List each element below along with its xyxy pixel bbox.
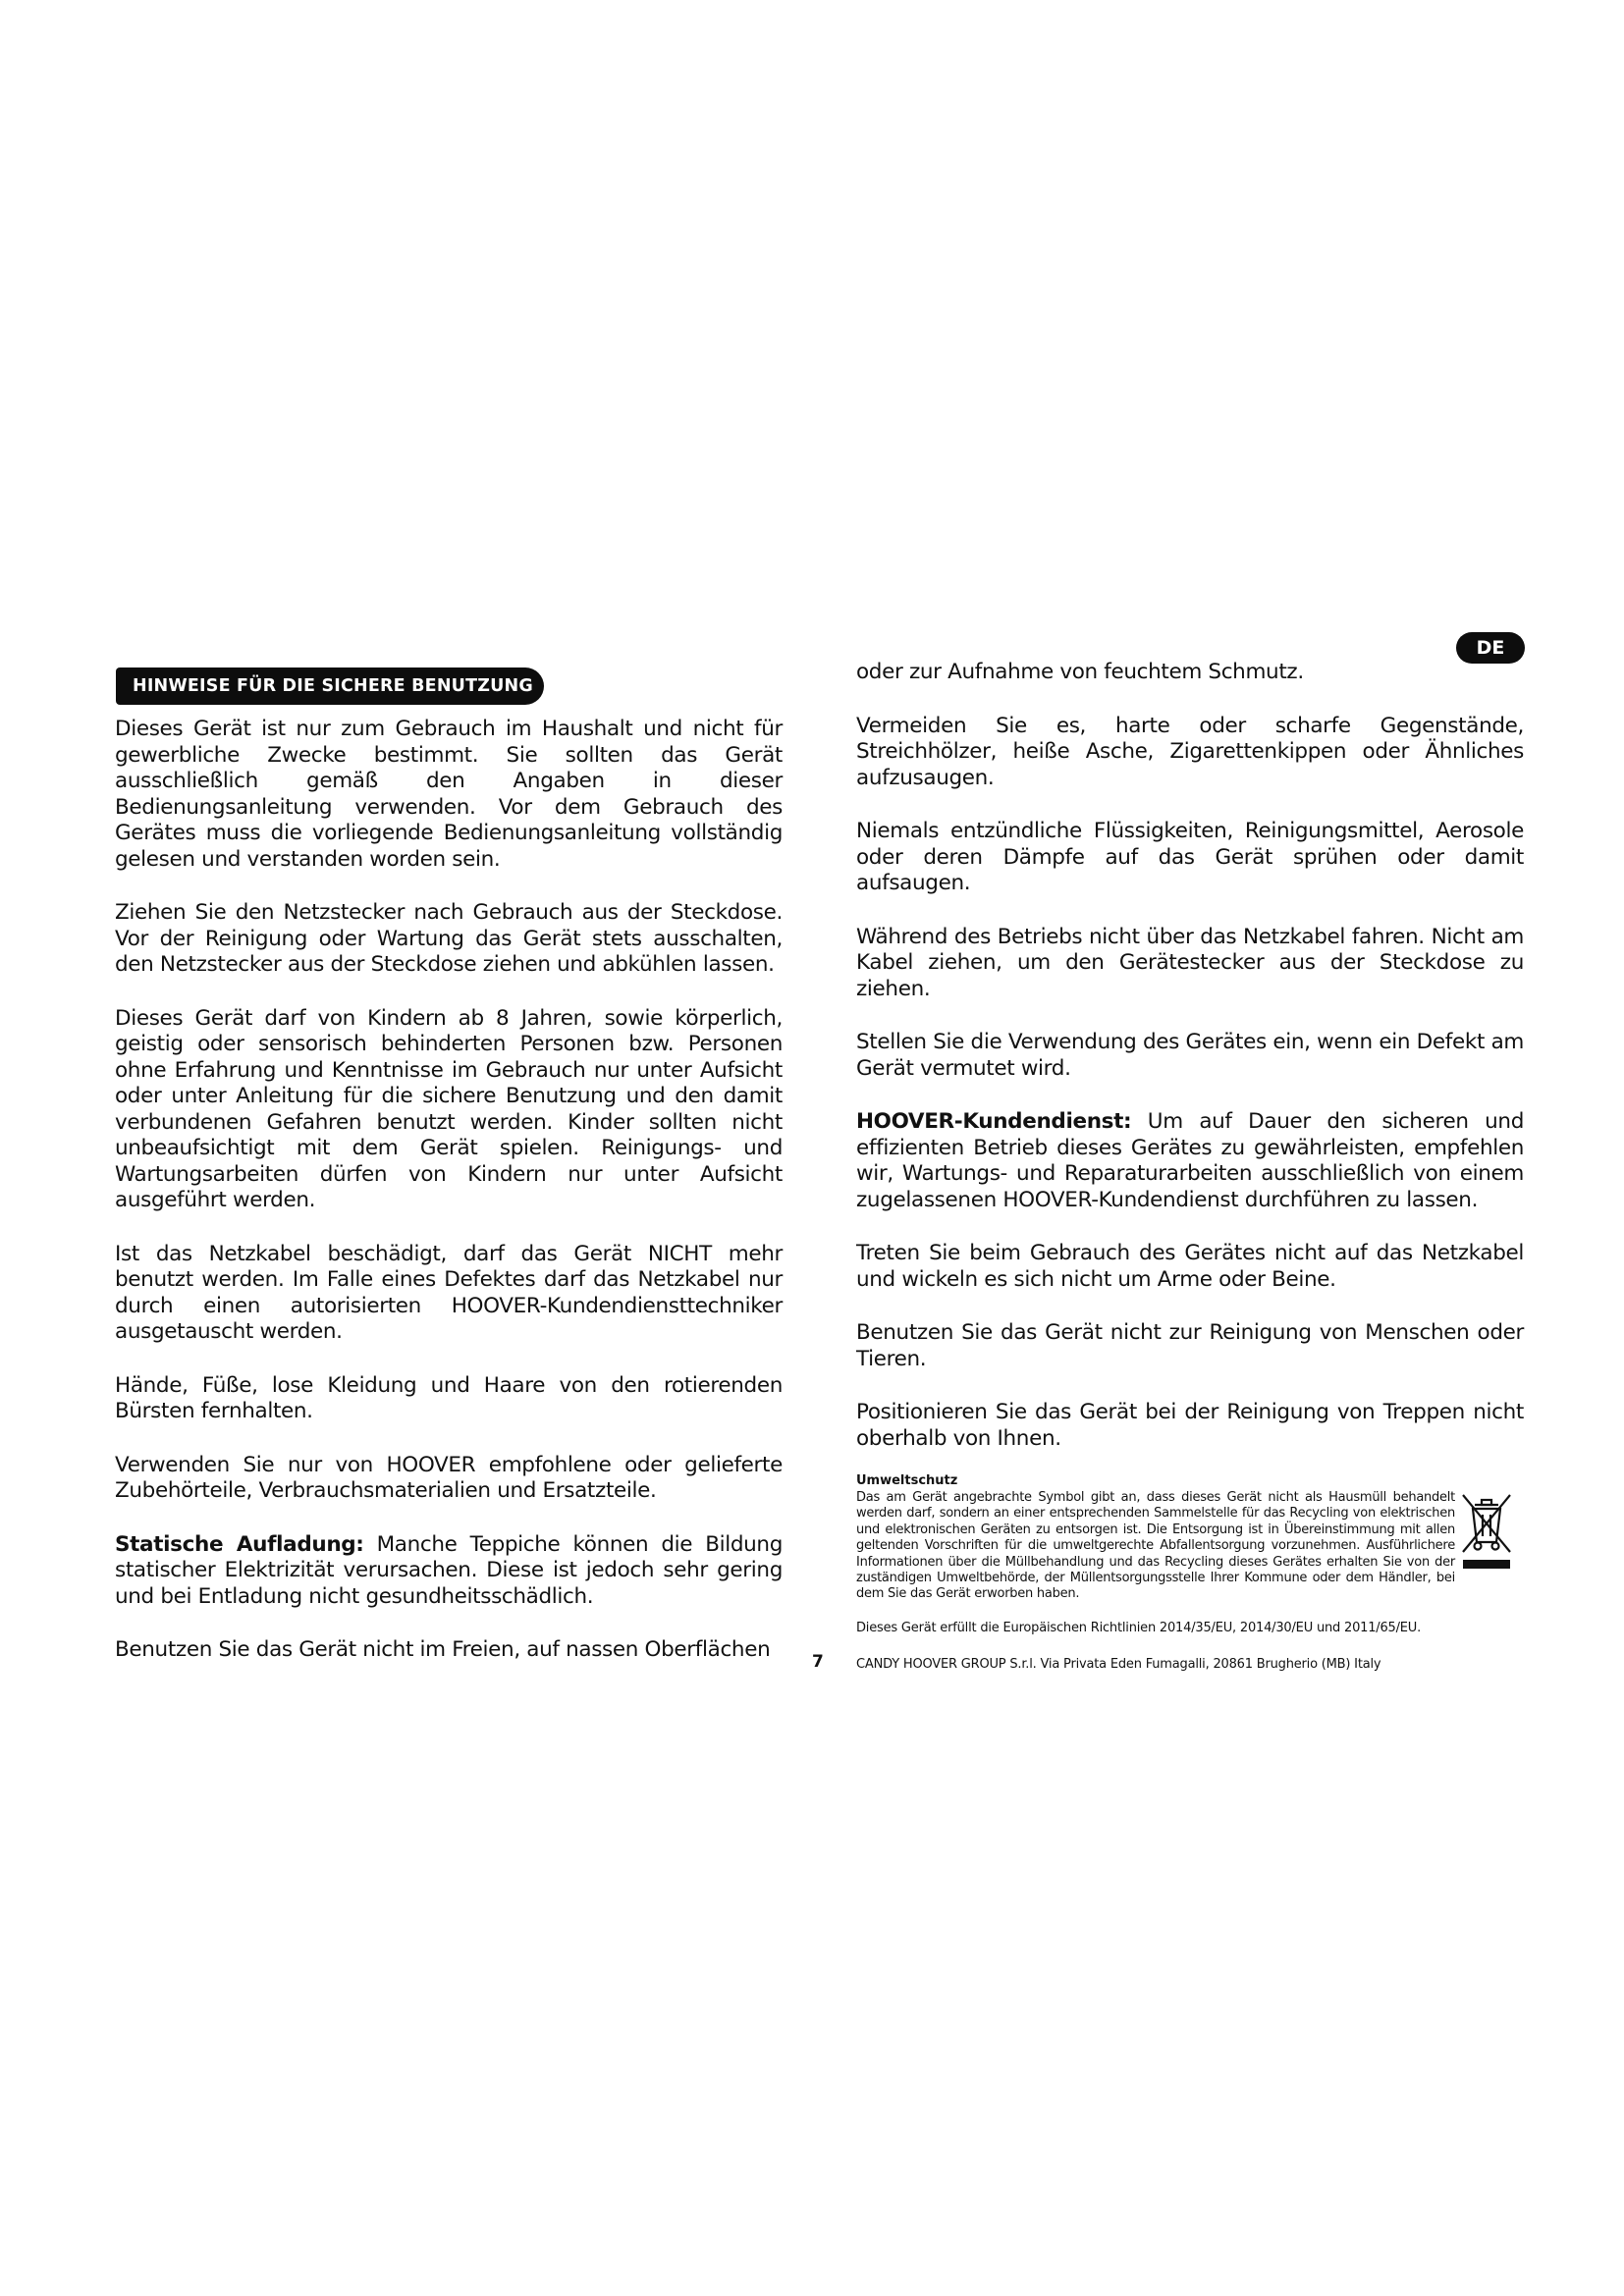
left-column — [115, 717, 783, 1691]
paragraph-accessories: Verwenden Sie nur von HOOVER empfohlene oder gelieferte Zubehörteile, Verbrauchsmaterialien und Ersatzteile. — [115, 1452, 783, 1503]
environment-section — [856, 1473, 1524, 1603]
paragraph-brushes: Hände, Füße, lose Kleidung und Haare von den rotierenden Bürsten fernhalten. — [115, 1372, 783, 1423]
directives-line: Dieses Gerät erfüllt die Europäischen Richtlinien 2014/35/EU, 2014/30/EU und 2011/65/EU. — [856, 1620, 1422, 1635]
section-title: HINWEISE FÜR DIE SICHERE BENUTZUNG — [116, 667, 544, 705]
paragraph-sharp-objects: Vermeiden Sie es, harte oder scharfe Gegenstände, Streichhölzer, heiße Asche, Zigarettenkippen oder Ähnliches aufzusaugen. — [856, 713, 1524, 790]
paragraph-cable: Während des Betriebs nicht über das Netzkabel fahren. Nicht am Kabel ziehen, um den Gerätestecker aus der Steckdose zu ziehen. — [856, 924, 1524, 1001]
paragraph-outdoor: Benutzen Sie das Gerät nicht im Freien, auf nassen Oberflächen — [115, 1637, 771, 1662]
paragraph-service — [856, 1109, 1524, 1213]
language-badge: DE — [1456, 632, 1525, 664]
company-address: CANDY HOOVER GROUP S.r.l. Via Privata Eden Fumagalli, 20861 Brugherio (MB) Italy — [856, 1656, 1381, 1672]
page-number: 7 — [812, 1652, 824, 1672]
right-column — [856, 660, 1524, 1673]
environment-title: Umweltschutz — [856, 1473, 958, 1488]
weee-crossed-bin-icon — [1455, 1491, 1516, 1572]
service-text: Um auf Dauer den sicheren und effizienten Betrieb dieses Gerätes zu gewährleisten, empfehlen wir, Wartungs- und Reparaturarbeiten ausschließlich von einem zugelassenen HOOVER-Kundendienst durchführen zu lassen. — [856, 1109, 1524, 1212]
static-heading: Statische Aufladung: — [115, 1531, 364, 1557]
paragraph-static — [115, 1532, 783, 1611]
paragraph-people-animals: Benutzen Sie das Gerät nicht zur Reinigung von Menschen oder Tieren. — [856, 1320, 1524, 1371]
paragraph-defect: Stellen Sie die Verwendung des Gerätes ein, wenn ein Defekt am Gerät vermutet wird. — [856, 1030, 1524, 1081]
paragraph-stairs: Positionieren Sie das Gerät bei der Reinigung von Treppen nicht oberhalb von Ihnen. — [856, 1400, 1524, 1451]
paragraph-unplug: Ziehen Sie den Netzstecker nach Gebrauch aus der Steckdose. Vor der Reinigung oder Wartung das Gerät stets ausschalten, den Netzstecker aus der Steckdose ziehen und abkühlen lassen. — [115, 900, 783, 977]
paragraph-step-on-cable: Treten Sie beim Gebrauch des Gerätes nicht auf das Netzkabel und wickeln es sich nicht um Arme oder Beine. — [856, 1241, 1524, 1292]
paragraph-household-use: Dieses Gerät ist nur zum Gebrauch im Haushalt und nicht für gewerbliche Zwecke bestimmt. Sie sollten das Gerät ausschließlich gemäß den Angaben in dieser Bedienungsanleitung verwenden. Vor dem Gebrauch des Gerätes muss die vorliegende Bedienungsanleitung vollständig gelesen und verstanden worden sein. — [115, 717, 783, 872]
service-heading: HOOVER-Kundendienst: — [856, 1109, 1132, 1134]
environment-text: Das am Gerät angebrachte Symbol gibt an, dass dieses Gerät nicht als Hausmüll behandelt werden darf, sondern an einer entsprechenden Sammelstelle für das Recycling von elektrischen und elektronischen Geräten zu entsorgen ist. Die Entsorgung ist in Übereinstimmung mit allen geltenden Vorschriften für die umweltgerechte Abfallentsorgung vorzunehmen. Ausführlichere Informationen über die Müllbehandlung und das Recycling dieses Gerätes erhalten Sie von der zuständigen Umweltbehörde, der Müllentsorgungsstelle Ihrer Kommune oder dem Händler, bei dem Sie das Gerät erworben haben. — [856, 1490, 1455, 1602]
paragraph-wet-dirt: oder zur Aufnahme von feuchtem Schmutz. — [856, 660, 1304, 684]
paragraph-children: Dieses Gerät darf von Kindern ab 8 Jahren, sowie körperlich, geistig oder sensorisch behinderten Personen bzw. Personen ohne Erfahrung und Kenntnisse im Gebrauch nur unter Aufsicht oder unter Anleitung für die sichere Benutzung und den damit verbundenen Gefahren benutzt werden. Kinder sollten nicht unbeaufsichtigt mit dem Gerät spielen. Reinigungs- und Wartungsarbeiten dürfen von Kindern nur unter Aufsicht ausgeführt werden. — [115, 1005, 783, 1212]
paragraph-flammable: Niemals entzündliche Flüssigkeiten, Reinigungsmittel, Aerosole oder deren Dämpfe auf das Gerät sprühen oder damit aufsaugen. — [856, 819, 1524, 895]
paragraph-power-cord: Ist das Netzkabel beschädigt, darf das Gerät NICHT mehr benutzt werden. Im Falle eines Defektes darf das Netzkabel nur durch einen autorisierten HOOVER-Kundendiensttechniker ausgetauscht werden. — [115, 1241, 783, 1344]
static-text: Manche Teppiche können die Bildung statischer Elektrizität verursachen. Diese ist jedoch sehr gering und bei Entladung nicht gesundheitsschädlich. — [115, 1531, 783, 1609]
